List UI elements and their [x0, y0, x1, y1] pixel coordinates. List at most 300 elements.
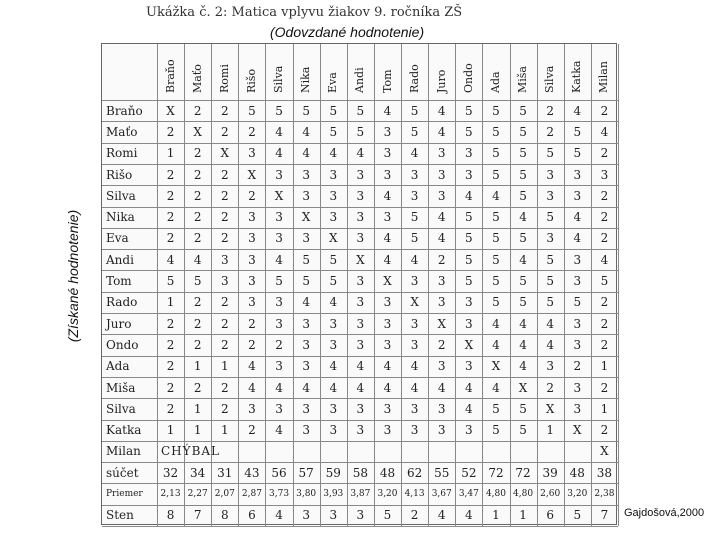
matrix-cell: 3 [465, 316, 473, 331]
matrix-cell: 1 [166, 295, 175, 310]
row-header: Ondo [106, 337, 139, 352]
column-header: Juro [434, 69, 448, 93]
summary-cell: 38 [596, 465, 613, 480]
matrix-cell: 5 [519, 124, 527, 139]
matrix-cell: X [518, 380, 528, 395]
matrix-cell: 2 [220, 167, 229, 182]
column-header: Ada [488, 71, 502, 93]
matrix-cell: 4 [600, 124, 609, 139]
matrix-cell: 4 [275, 423, 283, 438]
summary-cell: 52 [461, 465, 477, 480]
matrix-cell: X [193, 124, 202, 139]
matrix-cell: 4 [437, 380, 446, 395]
matrix-cell: 5 [302, 103, 310, 118]
matrix-cell: 3 [302, 359, 310, 374]
matrix-cell: 2 [220, 295, 229, 310]
summary-cell: 59 [325, 465, 341, 480]
row-header: Rado [106, 295, 138, 310]
matrix-cell: 2 [166, 316, 175, 331]
matrix-cell: 3 [356, 231, 365, 246]
row-header: Nika [106, 210, 135, 225]
matrix-cell: 4 [275, 252, 283, 267]
matrix-cell: 5 [465, 103, 473, 118]
summary-cell: 2,07 [214, 489, 235, 500]
column-header: Miša [516, 66, 530, 93]
matrix-cell: 5 [546, 252, 555, 267]
summary-cell: 6 [248, 508, 256, 523]
matrix-cell: 4 [519, 337, 527, 352]
matrix-cell: 4 [275, 380, 283, 395]
matrix-cell: 3 [383, 423, 392, 438]
summary-row-header: Priemer [106, 489, 143, 500]
matrix-cell: 5 [248, 103, 256, 118]
summary-cell: 56 [271, 465, 287, 480]
summary-cell: 3,47 [458, 489, 479, 500]
matrix-cell: 5 [573, 124, 582, 139]
matrix-cell: 5 [492, 252, 500, 267]
matrix-cell: 5 [519, 231, 527, 246]
row-header: Silva [106, 188, 136, 203]
matrix-cell: 5 [546, 274, 555, 289]
matrix-cell: 3 [410, 167, 419, 182]
matrix-cell: X [328, 231, 338, 246]
matrix-cell: 3 [383, 146, 392, 161]
matrix-cell: 3 [356, 167, 365, 182]
row-header: Katka [106, 423, 142, 438]
matrix-cell: 3 [465, 359, 473, 374]
matrix-cell: 2 [193, 103, 202, 118]
matrix-cell: 3 [356, 295, 365, 310]
matrix-cell: 2 [220, 124, 229, 139]
matrix-cell: 4 [329, 146, 338, 161]
summary-row-header: súčet [106, 465, 139, 480]
column-header: Maťo [190, 64, 204, 93]
matrix-cell: 5 [519, 188, 527, 203]
column-divider [618, 44, 619, 526]
summary-cell: 39 [542, 465, 558, 480]
summary-cell: 7 [600, 508, 609, 523]
matrix-cell: 2 [600, 188, 609, 203]
matrix-cell: 2 [248, 337, 256, 352]
matrix-cell: 3 [275, 359, 283, 374]
summary-cell: 4 [465, 508, 473, 523]
matrix-cell: 4 [437, 103, 446, 118]
row-axis-label: (Získané hodnotenie) [65, 209, 81, 343]
matrix-cell: 3 [356, 274, 365, 289]
matrix-cell: 3 [465, 295, 473, 310]
summary-cell: 3,20 [377, 489, 398, 500]
matrix-cell: 4 [383, 380, 392, 395]
matrix-cell: 5 [519, 401, 527, 416]
matrix-cell: 3 [248, 231, 256, 246]
matrix-cell: 1 [220, 423, 229, 438]
matrix-cell: 5 [492, 401, 500, 416]
matrix-cell: 3 [546, 188, 555, 203]
absent-note: CHÝBAL [161, 444, 221, 459]
matrix-cell: 4 [465, 380, 473, 395]
matrix-cell: 3 [302, 231, 310, 246]
matrix-cell: 3 [437, 423, 446, 438]
matrix-cell: 3 [383, 167, 392, 182]
summary-cell: 72 [488, 465, 504, 480]
matrix-cell: 3 [410, 188, 419, 203]
row-header: Andi [106, 252, 134, 267]
matrix-cell: X [437, 316, 446, 331]
summary-cell: 55 [434, 465, 450, 480]
matrix-cell: 2 [220, 103, 229, 118]
summary-cell: 3,93 [323, 489, 344, 500]
row-header: Miša [106, 380, 136, 395]
matrix-cell: X [356, 252, 365, 267]
matrix-cell: 5 [329, 252, 338, 267]
matrix-cell: 3 [437, 401, 446, 416]
matrix-cell: 3 [383, 124, 392, 139]
column-header: Braňo [163, 59, 177, 93]
matrix-cell: 4 [356, 146, 365, 161]
summary-cell: 34 [190, 465, 206, 480]
matrix-cell: 2 [220, 380, 229, 395]
matrix-cell: 2 [193, 188, 202, 203]
matrix-cell: 2 [220, 337, 229, 352]
row-header: Romi [106, 146, 138, 161]
matrix-cell: 5 [492, 423, 500, 438]
matrix-cell: 3 [383, 295, 392, 310]
matrix-cell: 1 [220, 359, 229, 374]
summary-cell: 4,80 [485, 489, 506, 500]
matrix-cell: 3 [465, 167, 473, 182]
summary-cell: 5 [383, 508, 392, 523]
matrix-cell: 5 [329, 274, 338, 289]
matrix-cell: 3 [356, 337, 365, 352]
matrix-cell: 4 [166, 252, 175, 267]
matrix-cell: 4 [248, 380, 256, 395]
matrix-cell: 5 [193, 274, 202, 289]
summary-cell: 8 [220, 508, 229, 523]
matrix-cell: 2 [248, 316, 256, 331]
matrix-cell: 3 [546, 359, 555, 374]
matrix-cell: 4 [492, 188, 500, 203]
matrix-cell: 2 [437, 252, 446, 267]
matrix-cell: 5 [492, 103, 500, 118]
matrix-cell: 5 [492, 210, 500, 225]
matrix-cell: 3 [248, 274, 256, 289]
row-header: Eva [106, 231, 129, 246]
matrix-cell: 1 [193, 401, 202, 416]
matrix-cell: 5 [410, 103, 419, 118]
summary-cell: 3,20 [567, 489, 588, 500]
column-header: Silva [272, 65, 286, 93]
matrix-cell: 2 [600, 146, 609, 161]
matrix-cell: X [220, 146, 230, 161]
matrix-cell: 3 [302, 316, 310, 331]
matrix-cell: 2 [573, 359, 582, 374]
matrix-cell: 4 [437, 124, 446, 139]
matrix-cell: 2 [193, 167, 202, 182]
matrix-cell: 1 [600, 359, 609, 374]
matrix-cell: 3 [356, 210, 365, 225]
column-header: Romi [217, 64, 231, 93]
matrix-cell: 4 [465, 401, 473, 416]
matrix-cell: 4 [465, 188, 473, 203]
matrix-cell: 3 [437, 188, 446, 203]
summary-cell: 2,38 [594, 489, 615, 500]
matrix-cell: 2 [600, 210, 609, 225]
matrix-cell: 4 [410, 252, 419, 267]
column-header: Nika [299, 66, 313, 93]
matrix-cell: 2 [600, 295, 609, 310]
row-header: Ada [106, 359, 130, 374]
matrix-cell: 4 [383, 103, 392, 118]
matrix-cell: 3 [356, 188, 365, 203]
row-header: Braňo [106, 103, 143, 118]
matrix-cell: 5 [519, 146, 527, 161]
matrix-cell: 2 [193, 316, 202, 331]
matrix-cell: 2 [275, 337, 283, 352]
matrix-cell: 2 [193, 146, 202, 161]
matrix-cell: 4 [573, 210, 582, 225]
matrix-cell: 2 [166, 337, 175, 352]
summary-cell: 43 [244, 465, 260, 480]
summary-cell: 1 [492, 508, 500, 523]
matrix-cell: X [600, 444, 609, 459]
matrix-cell: 5 [302, 274, 310, 289]
matrix-cell: 3 [573, 337, 582, 352]
matrix-cell: 3 [302, 188, 310, 203]
summary-cell: 8 [166, 508, 175, 523]
matrix-cell: 5 [465, 231, 473, 246]
matrix-cell: 3 [248, 210, 256, 225]
matrix-cell: 5 [166, 274, 175, 289]
matrix-cell: 2 [220, 401, 229, 416]
matrix-cell: 3 [275, 210, 283, 225]
summary-cell: 7 [193, 508, 202, 523]
matrix-cell: X [464, 337, 474, 352]
matrix-cell: 5 [410, 231, 419, 246]
matrix-cell: 5 [356, 103, 365, 118]
matrix-cell: 2 [220, 210, 229, 225]
matrix-cell: 3 [302, 423, 310, 438]
summary-cell: 57 [298, 465, 314, 480]
matrix-cell: 1 [193, 359, 202, 374]
summary-cell: 4,13 [404, 489, 425, 500]
matrix-cell: X [301, 210, 311, 225]
summary-cell: 2,60 [540, 489, 561, 500]
summary-row-header: Sten [106, 508, 134, 523]
matrix-cell: 3 [329, 316, 338, 331]
matrix-cell: 3 [302, 167, 310, 182]
matrix-cell: 1 [546, 423, 555, 438]
matrix-cell: 3 [410, 423, 419, 438]
matrix-cell: 3 [573, 274, 582, 289]
matrix-cell: 4 [302, 295, 310, 310]
matrix-cell: 3 [573, 252, 582, 267]
matrix-cell: 5 [329, 103, 338, 118]
matrix-cell: 3 [220, 252, 229, 267]
matrix-cell: 2 [546, 380, 555, 395]
matrix-cell: 3 [356, 401, 365, 416]
matrix-cell: 3 [437, 167, 446, 182]
summary-cell: 2,13 [160, 489, 181, 500]
matrix-cell: 3 [220, 274, 229, 289]
matrix-cell: 4 [383, 231, 392, 246]
matrix-cell: 3 [275, 295, 283, 310]
matrix-cell: 2 [220, 188, 229, 203]
summary-cell: 4,80 [513, 489, 534, 500]
summary-cell: 3 [302, 508, 310, 523]
summary-cell: 2,27 [187, 489, 208, 500]
matrix-cell: 2 [166, 210, 175, 225]
matrix-cell: 2 [193, 380, 202, 395]
matrix-cell: 2 [546, 103, 555, 118]
matrix-cell: 2 [248, 423, 256, 438]
matrix-cell: 4 [492, 337, 500, 352]
matrix-cell: 2 [546, 124, 555, 139]
matrix-cell: 3 [329, 401, 338, 416]
row-divider [102, 526, 618, 527]
matrix-cell: 3 [437, 295, 446, 310]
matrix-cell: 3 [573, 401, 582, 416]
matrix-cell: 2 [600, 103, 609, 118]
column-header: Eva [326, 72, 340, 93]
matrix-cell: 3 [437, 274, 446, 289]
matrix-cell: 2 [193, 295, 202, 310]
matrix-cell: 3 [546, 231, 555, 246]
matrix-cell: 1 [166, 423, 175, 438]
matrix-cell: 4 [383, 188, 392, 203]
matrix-cell: 3 [465, 423, 473, 438]
matrix-cell: 4 [546, 337, 555, 352]
matrix-cell: 5 [519, 274, 527, 289]
matrix-cell: 3 [329, 423, 338, 438]
matrix-cell: 2 [166, 188, 175, 203]
row-header: Rišo [106, 167, 133, 182]
matrix-cell: 3 [410, 337, 419, 352]
matrix-cell: 1 [166, 146, 175, 161]
matrix-cell: 5 [519, 423, 527, 438]
matrix-cell: 3 [248, 295, 256, 310]
matrix-cell: 4 [437, 210, 446, 225]
matrix-cell: 3 [600, 167, 609, 182]
matrix-cell: X [545, 401, 555, 416]
matrix-cell: 5 [492, 274, 500, 289]
matrix-cell: 3 [437, 146, 446, 161]
summary-cell: 3,80 [296, 489, 317, 500]
summary-cell: 4 [437, 508, 446, 523]
matrix-cell: 3 [410, 401, 419, 416]
summary-cell: 2 [410, 508, 419, 523]
matrix-cell: 3 [248, 401, 256, 416]
matrix-cell: 5 [465, 274, 473, 289]
matrix-cell: 2 [166, 167, 175, 182]
influence-matrix-table [101, 43, 617, 525]
matrix-cell: 4 [329, 295, 338, 310]
matrix-cell: 4 [410, 146, 419, 161]
matrix-cell: X [410, 295, 419, 310]
matrix-cell: 3 [410, 274, 419, 289]
matrix-cell: 3 [410, 316, 419, 331]
matrix-cell: 4 [329, 380, 338, 395]
matrix-cell: 3 [383, 337, 392, 352]
summary-cell: 6 [546, 508, 555, 523]
matrix-cell: 5 [492, 146, 500, 161]
matrix-cell: 2 [220, 316, 229, 331]
matrix-cell: 4 [302, 124, 310, 139]
matrix-cell: 3 [302, 401, 310, 416]
matrix-cell: 3 [329, 210, 338, 225]
matrix-cell: 5 [573, 146, 582, 161]
matrix-cell: 4 [492, 380, 500, 395]
matrix-cell: 3 [275, 231, 283, 246]
matrix-cell: 4 [275, 124, 283, 139]
matrix-cell: 5 [519, 295, 527, 310]
row-header: Tom [106, 274, 132, 289]
matrix-cell: X [247, 167, 257, 182]
column-header: Rado [407, 64, 421, 93]
column-header: Andi [353, 67, 367, 93]
matrix-cell: 3 [248, 252, 256, 267]
summary-cell: 72 [515, 465, 531, 480]
matrix-cell: 5 [275, 274, 283, 289]
matrix-cell: 3 [573, 188, 582, 203]
matrix-cell: 5 [356, 124, 365, 139]
matrix-cell: 2 [166, 380, 175, 395]
summary-cell: 4 [275, 508, 283, 523]
source-credit: Gajdošová,2000 [624, 507, 705, 519]
matrix-cell: 4 [356, 359, 365, 374]
matrix-cell: 3 [465, 146, 473, 161]
matrix-cell: 5 [492, 295, 500, 310]
matrix-cell: 4 [383, 359, 392, 374]
matrix-cell: 3 [329, 167, 338, 182]
summary-cell: 58 [352, 465, 368, 480]
matrix-cell: 2 [220, 231, 229, 246]
matrix-cell: 3 [573, 316, 582, 331]
matrix-cell: 4 [302, 146, 310, 161]
column-axis-label: (Odovzdané hodnotenie) [270, 24, 425, 40]
matrix-cell: 3 [383, 401, 392, 416]
matrix-cell: 4 [275, 146, 283, 161]
matrix-cell: 3 [356, 423, 365, 438]
column-header: Ondo [461, 63, 475, 93]
matrix-cell: 2 [437, 337, 446, 352]
matrix-cell: 3 [302, 337, 310, 352]
matrix-cell: 2 [600, 423, 609, 438]
matrix-cell: 2 [248, 188, 256, 203]
matrix-cell: 5 [465, 210, 473, 225]
matrix-cell: 4 [383, 252, 392, 267]
matrix-cell: 3 [437, 359, 446, 374]
row-header: Silva [106, 401, 136, 416]
matrix-cell: 4 [573, 231, 582, 246]
matrix-cell: 4 [573, 103, 582, 118]
matrix-cell: 5 [302, 252, 310, 267]
matrix-cell: 4 [600, 252, 609, 267]
matrix-cell: 5 [492, 167, 500, 182]
row-header: Milan [106, 444, 141, 459]
matrix-cell: 3 [573, 167, 582, 182]
matrix-cell: 3 [275, 316, 283, 331]
matrix-cell: 4 [519, 316, 527, 331]
matrix-cell: 4 [193, 252, 202, 267]
summary-cell: 3,87 [350, 489, 371, 500]
matrix-cell: 5 [275, 103, 283, 118]
column-header: Rišo [244, 68, 258, 93]
matrix-cell: 4 [519, 252, 527, 267]
column-header: Tom [380, 69, 394, 93]
matrix-cell: 4 [329, 359, 338, 374]
matrix-cell: 2 [166, 231, 175, 246]
summary-cell: 2,87 [241, 489, 262, 500]
